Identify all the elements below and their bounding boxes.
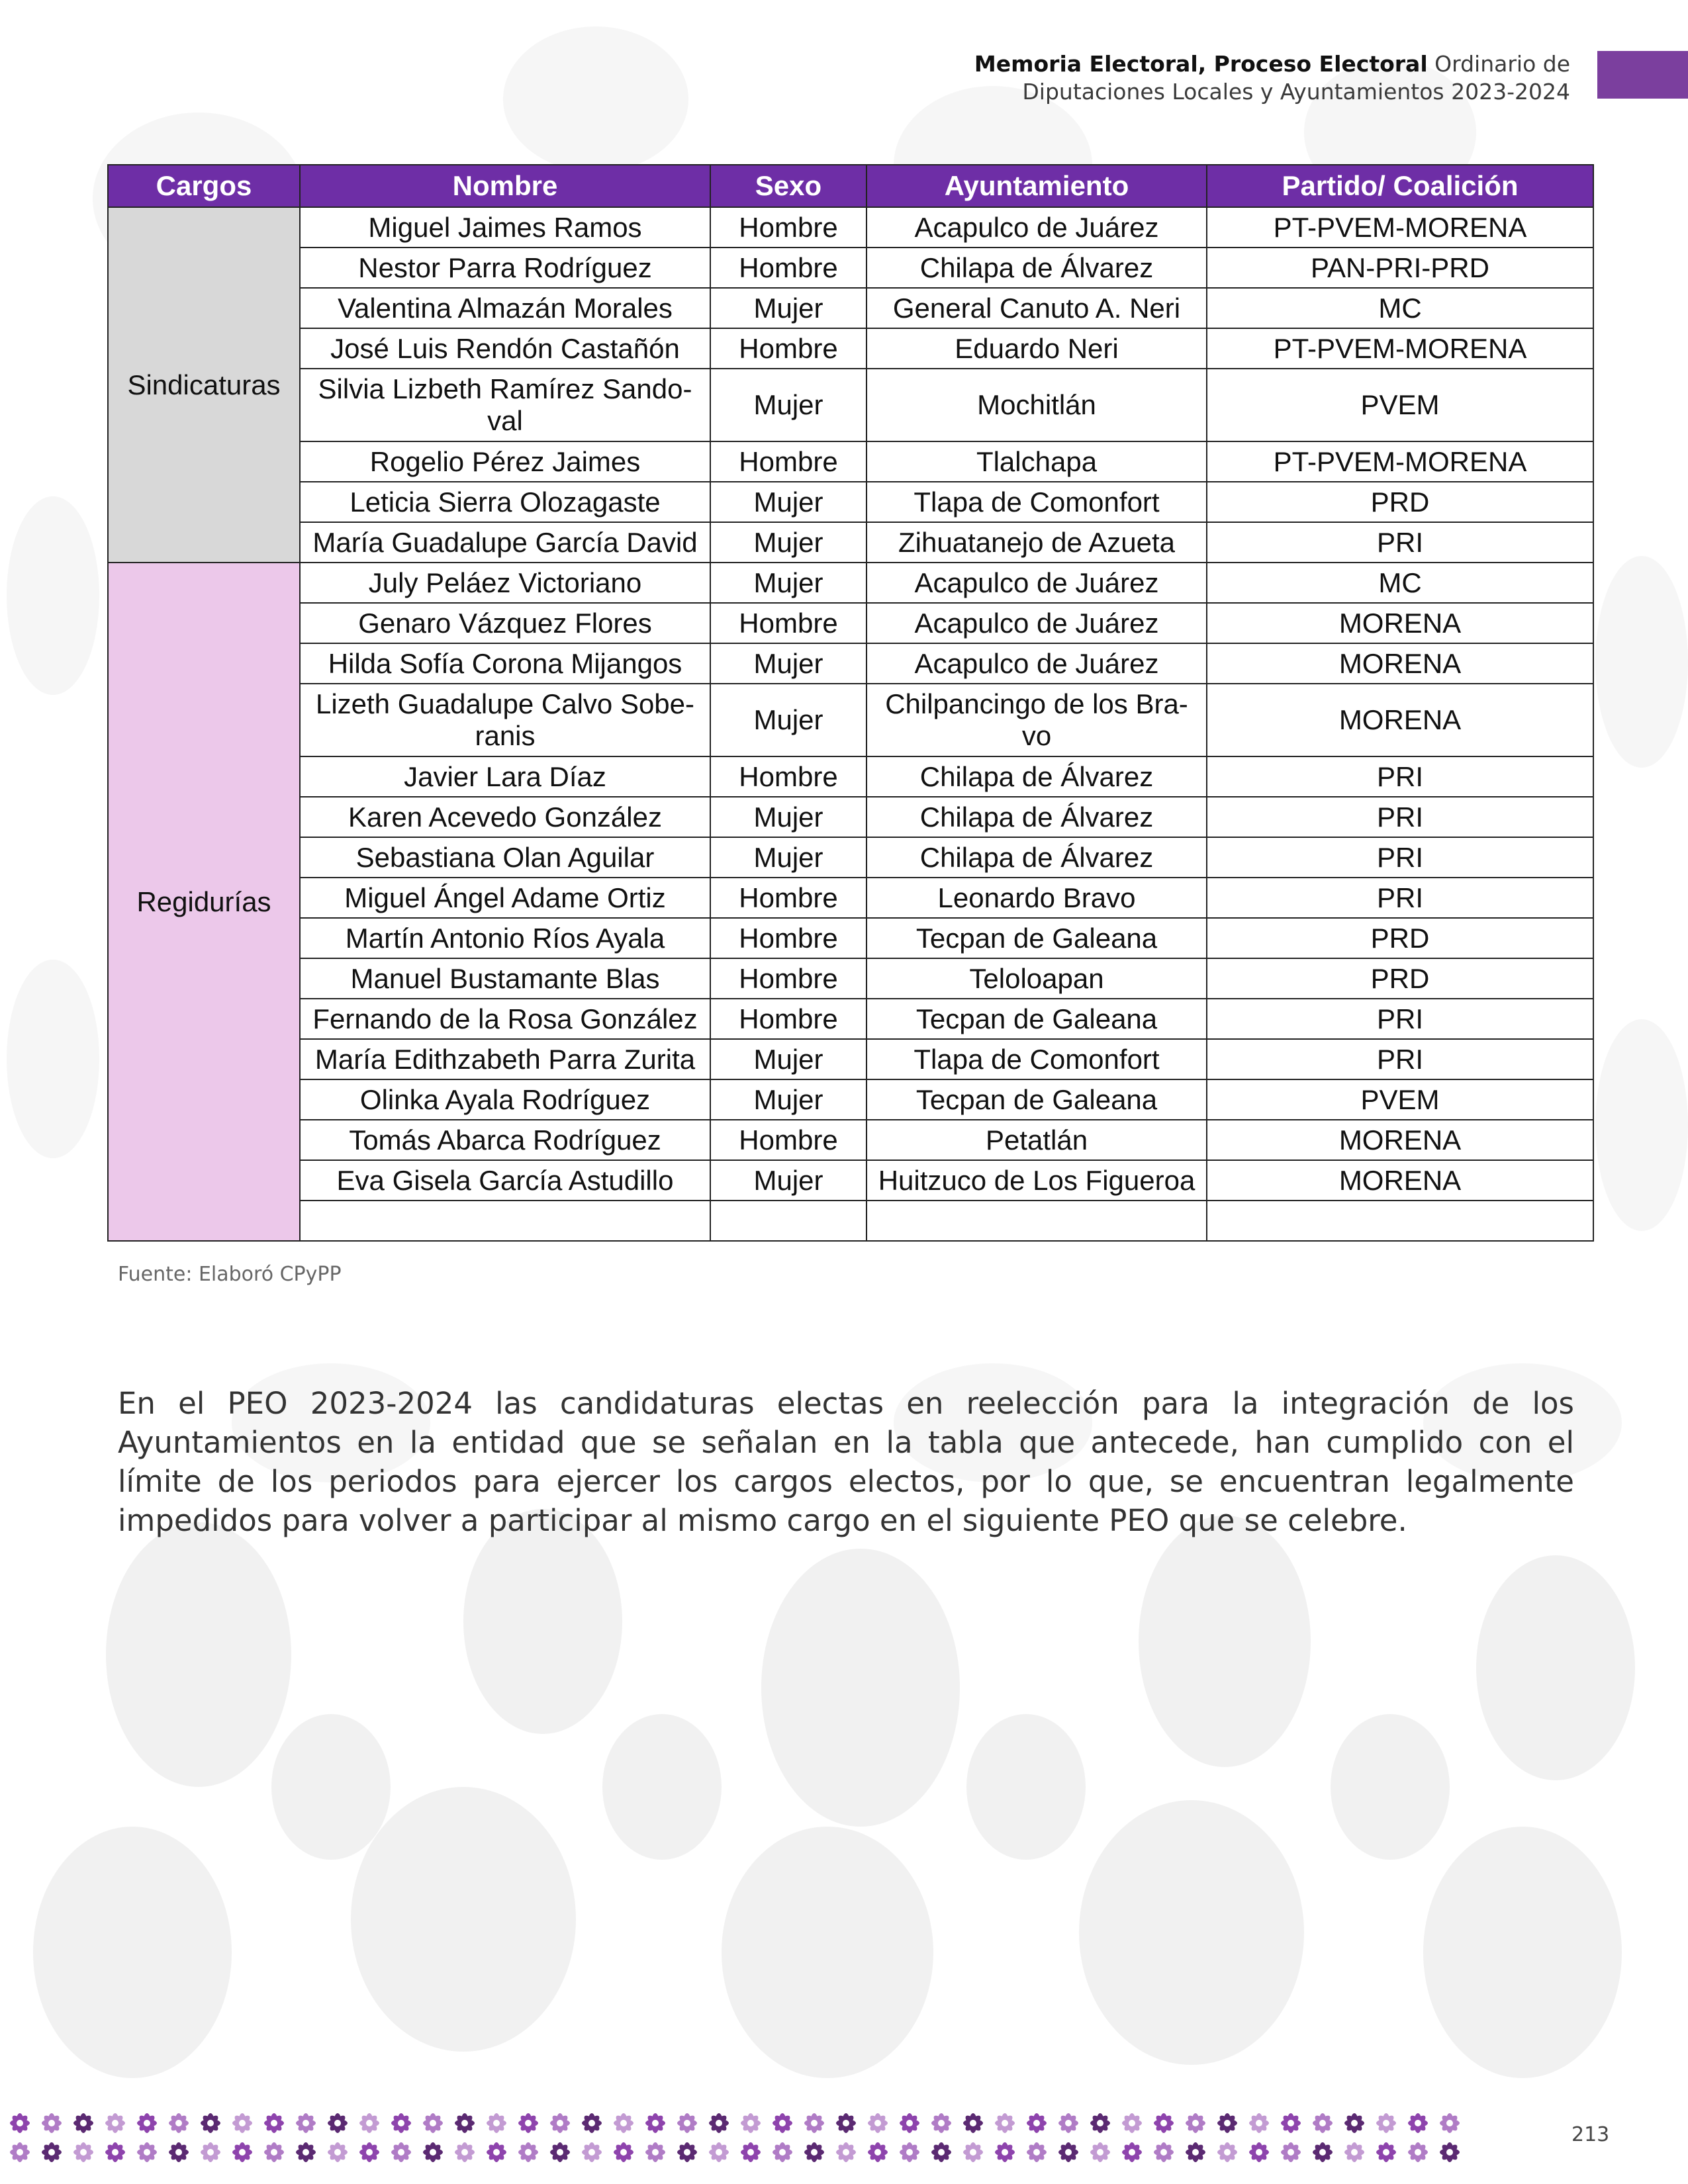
- flower-stitch: [359, 2113, 379, 2133]
- flower-stitch: [677, 2142, 697, 2162]
- flower-stitch: [1154, 2113, 1174, 2133]
- cell-partido: PVEM: [1207, 369, 1593, 441]
- cell-nombre: Tomás Abarca Rodríguez: [300, 1120, 710, 1160]
- cell-nombre: Karen Acevedo González: [300, 797, 710, 837]
- flower-stitch: [550, 2113, 570, 2133]
- cell-nombre-line1: Lizeth Guadalupe Calvo Sobe-: [315, 688, 695, 719]
- table-row: [108, 684, 1593, 756]
- flower-stitch: [1154, 2142, 1174, 2162]
- table-row: [108, 369, 1593, 441]
- table-row: [108, 207, 1593, 248]
- flower-stitch: [645, 2142, 665, 2162]
- cell-partido: PRD: [1207, 918, 1593, 958]
- flower-stitch: [296, 2113, 316, 2133]
- cell-nombre: Olinka Ayala Rodríguez: [300, 1079, 710, 1120]
- cell-partido: PT-PVEM-MORENA: [1207, 328, 1593, 369]
- cell-sexo: Mujer: [710, 288, 867, 328]
- flower-stitch: [201, 2142, 220, 2162]
- flower-stitch: [328, 2113, 348, 2133]
- flower-stitch: [518, 2113, 538, 2133]
- cell-ayuntamiento: General Canuto A. Neri: [867, 288, 1207, 328]
- cell-ayuntamiento: Tlapa de Comonfort: [867, 1039, 1207, 1079]
- cell-nombre: Sebastiana Olan Aguilar: [300, 837, 710, 878]
- flower-stitch: [614, 2142, 633, 2162]
- flower-stitch: [868, 2113, 888, 2133]
- flower-stitch: [201, 2113, 220, 2133]
- table-row: [108, 999, 1593, 1039]
- flower-stitch: [264, 2142, 284, 2162]
- cell-partido: MORENA: [1207, 684, 1593, 756]
- cell-sexo: Mujer: [710, 1039, 867, 1079]
- cell-nombre: Martín Antonio Ríos Ayala: [300, 918, 710, 958]
- flower-stitch: [900, 2113, 919, 2133]
- header-ayuntamiento: Ayuntamiento: [867, 165, 1207, 207]
- cell-ayuntamiento-line1: Chilpancingo de los Bra-: [885, 688, 1188, 719]
- running-header: [577, 50, 1570, 106]
- flower-stitch: [645, 2113, 665, 2133]
- cell-partido: PRI: [1207, 878, 1593, 918]
- table-row: [108, 441, 1593, 482]
- flower-stitch: [1217, 2113, 1237, 2133]
- cell-sexo: Mujer: [710, 643, 867, 684]
- flower-stitch: [42, 2142, 62, 2162]
- cell-nombre: Miguel Ángel Adame Ortiz: [300, 878, 710, 918]
- flower-stitch: [359, 2142, 379, 2162]
- cell-partido: MORENA: [1207, 1160, 1593, 1201]
- flower-stitch: [264, 2113, 284, 2133]
- flower-stitch: [1027, 2113, 1047, 2133]
- flower-stitch: [105, 2142, 125, 2162]
- flower-stitch: [423, 2113, 443, 2133]
- cell-nombre: Fernando de la Rosa González: [300, 999, 710, 1039]
- cell-sexo: [710, 1201, 867, 1241]
- cell-nombre: Hilda Sofía Corona Mijangos: [300, 643, 710, 684]
- cell-nombre: [300, 684, 710, 756]
- flower-stitch: [391, 2142, 411, 2162]
- cargo-sindicaturas: Sindicaturas: [108, 207, 300, 563]
- cell-nombre-line2: ranis: [475, 720, 536, 751]
- flower-stitch: [1281, 2113, 1301, 2133]
- cell-partido: MORENA: [1207, 643, 1593, 684]
- cell-ayuntamiento: Petatlán: [867, 1120, 1207, 1160]
- flower-stitch: [455, 2142, 475, 2162]
- cell-nombre: July Peláez Victoriano: [300, 563, 710, 603]
- cell-nombre: José Luis Rendón Castañón: [300, 328, 710, 369]
- flower-stitch: [518, 2142, 538, 2162]
- cell-ayuntamiento: Chilapa de Álvarez: [867, 837, 1207, 878]
- flower-stitch: [1281, 2142, 1301, 2162]
- flower-stitch: [1313, 2113, 1333, 2133]
- table-row: [108, 837, 1593, 878]
- cell-sexo: Hombre: [710, 878, 867, 918]
- cell-sexo: Mujer: [710, 369, 867, 441]
- header-subtitle: Diputaciones Locales y Ayuntamientos 2023-2024: [1022, 79, 1570, 105]
- cell-nombre: Valentina Almazán Morales: [300, 288, 710, 328]
- flower-stitch: [709, 2142, 729, 2162]
- cell-ayuntamiento: Tlapa de Comonfort: [867, 482, 1207, 522]
- table-source-note: Fuente: Elaboró CPyPP: [118, 1263, 342, 1286]
- table-header-row: [108, 165, 1593, 207]
- flower-stitch: [614, 2113, 633, 2133]
- cell-partido: MC: [1207, 288, 1593, 328]
- flower-stitch: [582, 2113, 602, 2133]
- flower-stitch: [836, 2142, 856, 2162]
- flower-stitch: [963, 2142, 983, 2162]
- cell-sexo: Mujer: [710, 482, 867, 522]
- flower-stitch: [137, 2113, 157, 2133]
- cell-partido: PRI: [1207, 837, 1593, 878]
- cell-ayuntamiento: Chilapa de Álvarez: [867, 797, 1207, 837]
- cell-nombre: Nestor Parra Rodríguez: [300, 248, 710, 288]
- cell-partido: MORENA: [1207, 603, 1593, 643]
- cell-ayuntamiento: Teloloapan: [867, 958, 1207, 999]
- cell-sexo: Hombre: [710, 1120, 867, 1160]
- cell-ayuntamiento: Eduardo Neri: [867, 328, 1207, 369]
- cell-ayuntamiento: Acapulco de Juárez: [867, 563, 1207, 603]
- flower-stitch: [73, 2113, 93, 2133]
- table-row: [108, 797, 1593, 837]
- flower-stitch: [10, 2142, 30, 2162]
- flower-stitch: [931, 2113, 951, 2133]
- flower-stitch: [1122, 2142, 1142, 2162]
- cell-nombre-line1: Silvia Lizbeth Ramírez Sando-: [318, 373, 692, 404]
- flower-stitch: [1058, 2113, 1078, 2133]
- cell-ayuntamiento: [867, 684, 1207, 756]
- table-row: [108, 482, 1593, 522]
- cell-partido: PRI: [1207, 1039, 1593, 1079]
- flower-stitch: [487, 2113, 506, 2133]
- cell-ayuntamiento: Tecpan de Galeana: [867, 918, 1207, 958]
- cell-ayuntamiento: Huitzuco de Los Figueroa: [867, 1160, 1207, 1201]
- header-nombre: Nombre: [300, 165, 710, 207]
- cell-sexo: Hombre: [710, 918, 867, 958]
- cell-partido: PT-PVEM-MORENA: [1207, 441, 1593, 482]
- cell-ayuntamiento: Acapulco de Juárez: [867, 603, 1207, 643]
- cell-partido: PRD: [1207, 482, 1593, 522]
- cell-sexo: Hombre: [710, 756, 867, 797]
- cell-ayuntamiento: Chilapa de Álvarez: [867, 756, 1207, 797]
- embroidery-footer-border: [0, 2105, 1503, 2171]
- cell-nombre: Javier Lara Díaz: [300, 756, 710, 797]
- flower-stitch: [1186, 2113, 1205, 2133]
- flower-stitch: [10, 2113, 30, 2133]
- flower-stitch: [328, 2142, 348, 2162]
- flower-stitch: [73, 2142, 93, 2162]
- cell-partido: PAN-PRI-PRD: [1207, 248, 1593, 288]
- body-paragraph: En el PEO 2023-2024 las candidaturas electas en reelección para la integración de los Ayuntamientos en la entidad que se señalan en la tabla que antecede, han cumplido con el límite de los periodos para ejercer los cargos electos, por lo que, se encuentran legalmente impedidos para volver a participar al mismo cargo en el siguiente PEO que se celebre.: [118, 1386, 1574, 1538]
- table-row: [108, 958, 1593, 999]
- header-title-bold: Memoria Electoral, Proceso Electoral: [974, 51, 1428, 77]
- flower-stitch: [1440, 2142, 1460, 2162]
- header-sexo: Sexo: [710, 165, 867, 207]
- table-row: [108, 643, 1593, 684]
- cell-sexo: Hombre: [710, 999, 867, 1039]
- flower-stitch: [836, 2113, 856, 2133]
- flower-stitch: [1122, 2113, 1142, 2133]
- flower-stitch: [868, 2142, 888, 2162]
- cell-nombre: Manuel Bustamante Blas: [300, 958, 710, 999]
- flower-stitch: [296, 2142, 316, 2162]
- cell-nombre: María Guadalupe García David: [300, 522, 710, 563]
- cell-nombre: Genaro Vázquez Flores: [300, 603, 710, 643]
- cell-sexo: Mujer: [710, 1160, 867, 1201]
- cell-nombre-line2: val: [487, 405, 523, 436]
- flower-stitch: [1440, 2113, 1460, 2133]
- flower-stitch: [232, 2113, 252, 2133]
- cell-sexo: Mujer: [710, 1079, 867, 1120]
- header-partido: Partido/ Coalición: [1207, 165, 1593, 207]
- cell-partido: PRI: [1207, 522, 1593, 563]
- flower-stitch: [900, 2142, 919, 2162]
- cell-sexo: Mujer: [710, 837, 867, 878]
- page-number: 213: [1571, 2123, 1610, 2146]
- flower-stitch: [741, 2113, 761, 2133]
- table-row: [108, 1160, 1593, 1201]
- flower-stitch: [423, 2142, 443, 2162]
- table-row: [108, 248, 1593, 288]
- cell-sexo: Hombre: [710, 603, 867, 643]
- flower-stitch: [995, 2142, 1015, 2162]
- table-row: [108, 522, 1593, 563]
- cargo-regidurias: Regidurías: [108, 563, 300, 1241]
- cell-ayuntamiento: [867, 1201, 1207, 1241]
- flower-stitch: [1344, 2113, 1364, 2133]
- cell-ayuntamiento: Tlalchapa: [867, 441, 1207, 482]
- cell-ayuntamiento-line2: vo: [1021, 720, 1052, 751]
- table-row: [108, 563, 1593, 603]
- cell-nombre: Rogelio Pérez Jaimes: [300, 441, 710, 482]
- cell-partido: PVEM: [1207, 1079, 1593, 1120]
- flower-stitch: [42, 2113, 62, 2133]
- flower-stitch: [1408, 2142, 1428, 2162]
- cell-partido: [1207, 1201, 1593, 1241]
- cell-sexo: Mujer: [710, 563, 867, 603]
- cell-ayuntamiento: Acapulco de Juárez: [867, 643, 1207, 684]
- cell-ayuntamiento: Tecpan de Galeana: [867, 999, 1207, 1039]
- cell-partido: PRI: [1207, 756, 1593, 797]
- cell-sexo: Hombre: [710, 248, 867, 288]
- cell-ayuntamiento: Tecpan de Galeana: [867, 1079, 1207, 1120]
- table-row: [108, 1201, 1593, 1241]
- flower-stitch: [582, 2142, 602, 2162]
- table-row: [108, 603, 1593, 643]
- cell-sexo: Hombre: [710, 958, 867, 999]
- flower-stitch: [741, 2142, 761, 2162]
- cell-ayuntamiento: Leonardo Bravo: [867, 878, 1207, 918]
- cell-nombre: Miguel Jaimes Ramos: [300, 207, 710, 248]
- cell-nombre: María Edithzabeth Parra Zurita: [300, 1039, 710, 1079]
- cell-partido: PRI: [1207, 797, 1593, 837]
- cell-nombre: Eva Gisela García Astudillo: [300, 1160, 710, 1201]
- table-row: [108, 1079, 1593, 1120]
- flower-stitch: [1376, 2113, 1396, 2133]
- flower-stitch: [169, 2142, 189, 2162]
- cell-nombre: [300, 1201, 710, 1241]
- cell-ayuntamiento: Acapulco de Juárez: [867, 207, 1207, 248]
- header-cargos: Cargos: [108, 165, 300, 207]
- flower-stitch: [963, 2113, 983, 2133]
- cell-partido: MC: [1207, 563, 1593, 603]
- table-row: [108, 1039, 1593, 1079]
- cell-nombre: [300, 369, 710, 441]
- flower-stitch: [1090, 2113, 1110, 2133]
- cell-sexo: Hombre: [710, 441, 867, 482]
- flower-stitch: [105, 2113, 125, 2133]
- flower-stitch: [550, 2142, 570, 2162]
- cell-partido: PT-PVEM-MORENA: [1207, 207, 1593, 248]
- cell-sexo: Mujer: [710, 797, 867, 837]
- flower-stitch: [709, 2113, 729, 2133]
- flower-stitch: [1186, 2142, 1205, 2162]
- header-title-rest: Ordinario de: [1427, 51, 1570, 77]
- header-color-bar: [1597, 51, 1688, 99]
- table-row: [108, 328, 1593, 369]
- table-row: [108, 288, 1593, 328]
- flower-stitch: [455, 2113, 475, 2133]
- flower-stitch: [232, 2142, 252, 2162]
- cell-ayuntamiento: Chilapa de Álvarez: [867, 248, 1207, 288]
- cell-partido: PRI: [1207, 999, 1593, 1039]
- cell-sexo: Hombre: [710, 328, 867, 369]
- flower-stitch: [677, 2113, 697, 2133]
- table-row: [108, 756, 1593, 797]
- table-row: [108, 878, 1593, 918]
- flower-stitch: [773, 2142, 792, 2162]
- reelection-table: [107, 164, 1594, 1242]
- cell-sexo: Hombre: [710, 207, 867, 248]
- flower-stitch: [169, 2113, 189, 2133]
- table-row: [108, 918, 1593, 958]
- flower-stitch: [931, 2142, 951, 2162]
- flower-stitch: [1027, 2142, 1047, 2162]
- flower-stitch: [1249, 2113, 1269, 2133]
- flower-stitch: [995, 2113, 1015, 2133]
- cell-ayuntamiento: Zihuatanejo de Azueta: [867, 522, 1207, 563]
- flower-stitch: [391, 2113, 411, 2133]
- cell-nombre: Leticia Sierra Olozagaste: [300, 482, 710, 522]
- cell-partido: PRD: [1207, 958, 1593, 999]
- flower-stitch: [1376, 2142, 1396, 2162]
- flower-stitch: [1313, 2142, 1333, 2162]
- flower-stitch: [1344, 2142, 1364, 2162]
- cell-sexo: Mujer: [710, 522, 867, 563]
- cell-partido: MORENA: [1207, 1120, 1593, 1160]
- table-row: [108, 1120, 1593, 1160]
- cell-ayuntamiento: Mochitlán: [867, 369, 1207, 441]
- flower-stitch: [487, 2142, 506, 2162]
- flower-stitch: [1058, 2142, 1078, 2162]
- flower-stitch: [1090, 2142, 1110, 2162]
- flower-stitch: [773, 2113, 792, 2133]
- flower-stitch: [1408, 2113, 1428, 2133]
- flower-stitch: [1249, 2142, 1269, 2162]
- flower-stitch: [804, 2142, 824, 2162]
- cell-sexo: Mujer: [710, 684, 867, 756]
- flower-stitch: [137, 2142, 157, 2162]
- flower-stitch: [804, 2113, 824, 2133]
- flower-stitch: [1217, 2142, 1237, 2162]
